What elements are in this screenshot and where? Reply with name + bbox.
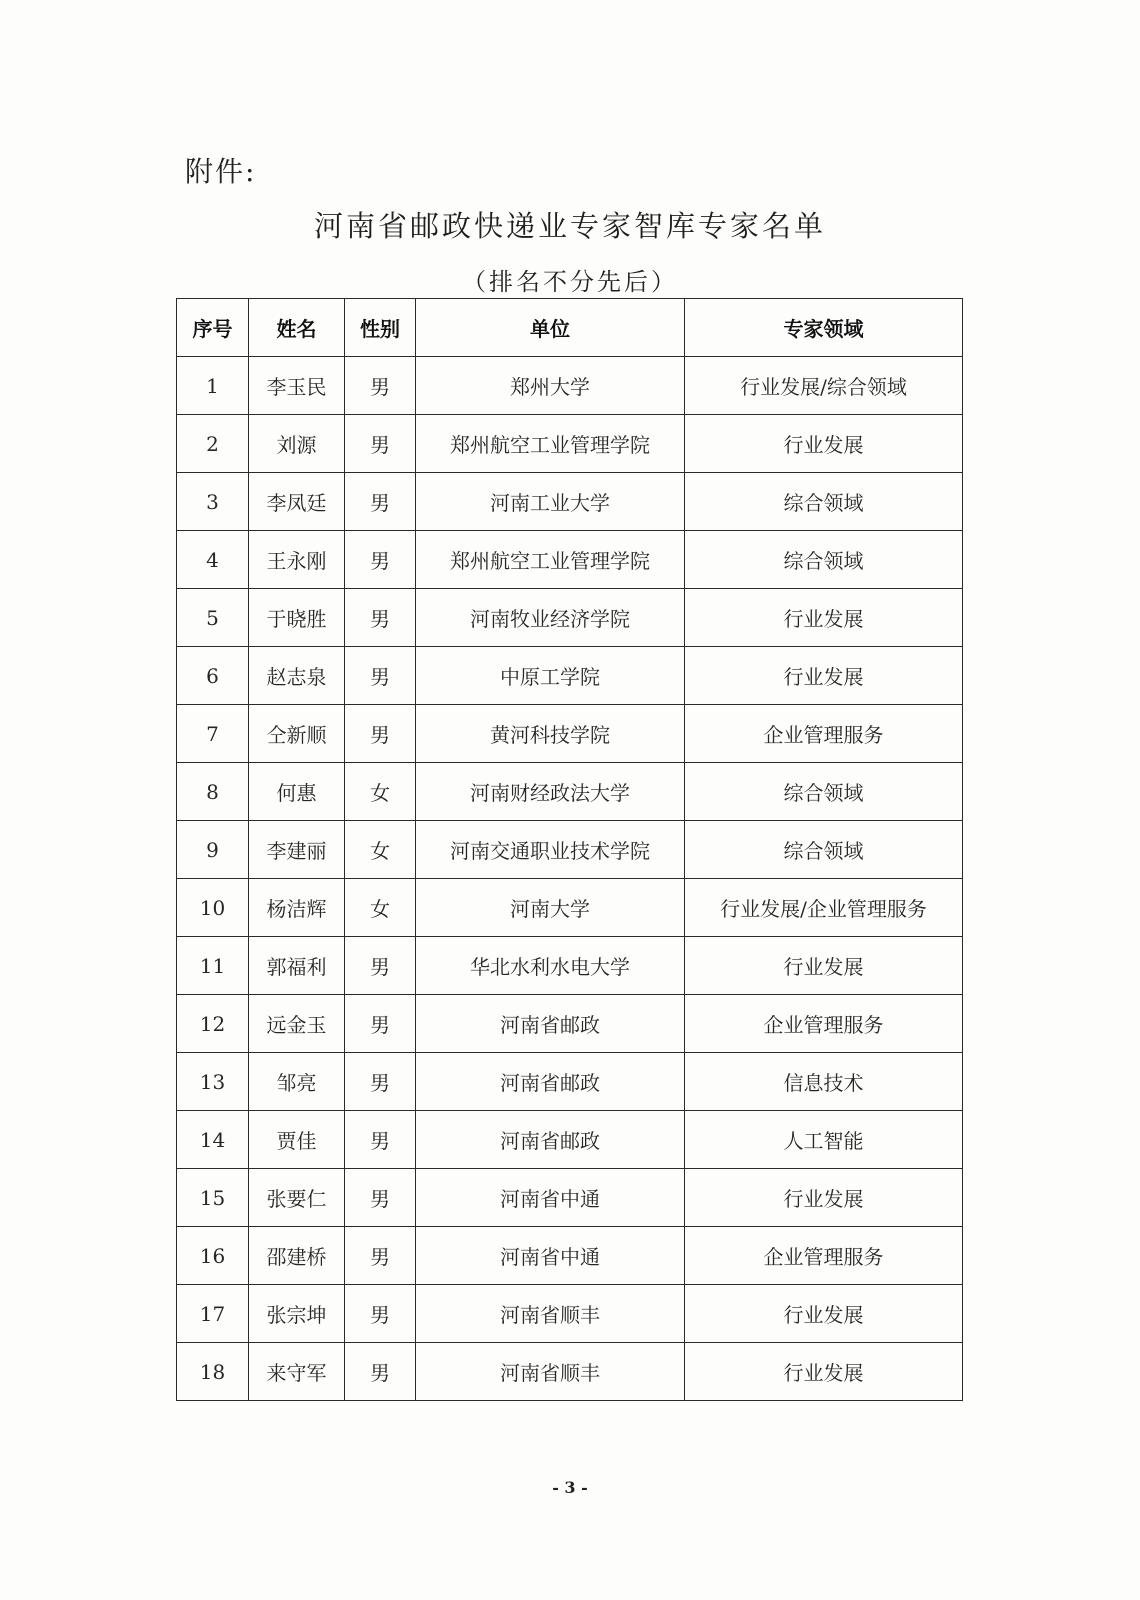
page-number: - 3 - [552,1478,588,1497]
cell-gender: 男 [345,705,416,763]
cell-number: 16 [177,1227,249,1285]
cell-number: 15 [177,1169,249,1227]
cell-name: 仝新顺 [249,705,345,763]
cell-number: 18 [177,1343,249,1401]
cell-unit: 河南省中通 [416,1227,685,1285]
table-body [177,357,963,1401]
cell-unit: 郑州航空工业管理学院 [416,415,685,473]
cell-name: 于晓胜 [249,589,345,647]
cell-gender: 男 [345,1111,416,1169]
cell-unit: 河南交通职业技术学院 [416,821,685,879]
cell-number: 3 [177,473,249,531]
table-row [177,937,963,995]
table-row [177,1169,963,1227]
cell-field: 综合领域 [685,821,963,879]
cell-unit: 河南省中通 [416,1169,685,1227]
cell-unit: 河南省顺丰 [416,1285,685,1343]
table-row [177,763,963,821]
table-row [177,1227,963,1285]
cell-gender: 男 [345,937,416,995]
table-header-row [177,299,963,357]
table-row [177,357,963,415]
cell-name: 杨洁辉 [249,879,345,937]
cell-field: 行业发展 [685,415,963,473]
table-row [177,473,963,531]
cell-field: 行业发展 [685,937,963,995]
cell-field: 企业管理服务 [685,995,963,1053]
cell-name: 赵志泉 [249,647,345,705]
cell-field: 综合领域 [685,473,963,531]
column-header-unit: 单位 [416,299,685,357]
expert-roster-table [176,298,963,1401]
table-row [177,995,963,1053]
cell-gender: 男 [345,995,416,1053]
cell-number: 11 [177,937,249,995]
cell-number: 12 [177,995,249,1053]
cell-field: 行业发展/企业管理服务 [685,879,963,937]
cell-number: 4 [177,531,249,589]
cell-unit: 华北水利水电大学 [416,937,685,995]
table-row [177,705,963,763]
table-row [177,1053,963,1111]
cell-gender: 女 [345,879,416,937]
cell-name: 张要仁 [249,1169,345,1227]
cell-field: 企业管理服务 [685,1227,963,1285]
table-row [177,415,963,473]
cell-unit: 河南财经政法大学 [416,763,685,821]
cell-name: 王永刚 [249,531,345,589]
cell-field: 综合领域 [685,763,963,821]
cell-name: 郭福利 [249,937,345,995]
table-row [177,821,963,879]
cell-number: 5 [177,589,249,647]
cell-name: 来守军 [249,1343,345,1401]
cell-gender: 男 [345,1227,416,1285]
column-header-gender: 性别 [345,299,416,357]
cell-unit: 中原工学院 [416,647,685,705]
cell-gender: 男 [345,1343,416,1401]
cell-unit: 郑州大学 [416,357,685,415]
cell-number: 17 [177,1285,249,1343]
cell-gender: 女 [345,763,416,821]
cell-number: 14 [177,1111,249,1169]
cell-field: 信息技术 [685,1053,963,1111]
cell-gender: 男 [345,473,416,531]
cell-field: 行业发展 [685,647,963,705]
cell-name: 李凤廷 [249,473,345,531]
table-row [177,1285,963,1343]
cell-gender: 男 [345,1169,416,1227]
cell-name: 张宗坤 [249,1285,345,1343]
cell-name: 邵建桥 [249,1227,345,1285]
cell-field: 综合领域 [685,531,963,589]
cell-name: 李建丽 [249,821,345,879]
cell-field: 行业发展 [685,1285,963,1343]
cell-number: 13 [177,1053,249,1111]
cell-number: 6 [177,647,249,705]
cell-field: 行业发展 [685,589,963,647]
cell-number: 2 [177,415,249,473]
document-title: 河南省邮政快递业专家智库专家名单 [313,209,826,243]
cell-unit: 河南省邮政 [416,995,685,1053]
cell-unit: 河南省顺丰 [416,1343,685,1401]
table-row [177,531,963,589]
cell-name: 远金玉 [249,995,345,1053]
cell-gender: 男 [345,415,416,473]
cell-name: 何惠 [249,763,345,821]
cell-number: 9 [177,821,249,879]
cell-number: 8 [177,763,249,821]
table-row [177,647,963,705]
cell-field: 行业发展 [685,1169,963,1227]
cell-gender: 男 [345,589,416,647]
cell-gender: 女 [345,821,416,879]
cell-unit: 河南省邮政 [416,1053,685,1111]
column-header-field: 专家领域 [685,299,963,357]
column-header-name: 姓名 [249,299,345,357]
cell-unit: 河南牧业经济学院 [416,589,685,647]
cell-gender: 男 [345,1053,416,1111]
cell-gender: 男 [345,1285,416,1343]
cell-field: 行业发展/综合领域 [685,357,963,415]
cell-name: 贾佳 [249,1111,345,1169]
cell-name: 邹亮 [249,1053,345,1111]
cell-gender: 男 [345,531,416,589]
attachment-label: 附件: [185,155,257,188]
cell-number: 10 [177,879,249,937]
table-row [177,1111,963,1169]
cell-unit: 河南大学 [416,879,685,937]
cell-unit: 郑州航空工业管理学院 [416,531,685,589]
column-header-number: 序号 [177,299,249,357]
cell-unit: 河南工业大学 [416,473,685,531]
table-row [177,589,963,647]
cell-unit: 黄河科技学院 [416,705,685,763]
cell-unit: 河南省邮政 [416,1111,685,1169]
cell-name: 刘源 [249,415,345,473]
cell-field: 行业发展 [685,1343,963,1401]
cell-number: 1 [177,357,249,415]
table-row [177,879,963,937]
document-subtitle: （排名不分先后） [462,268,678,296]
table-row [177,1343,963,1401]
cell-field: 企业管理服务 [685,705,963,763]
cell-field: 人工智能 [685,1111,963,1169]
cell-gender: 男 [345,357,416,415]
cell-gender: 男 [345,647,416,705]
cell-name: 李玉民 [249,357,345,415]
cell-number: 7 [177,705,249,763]
